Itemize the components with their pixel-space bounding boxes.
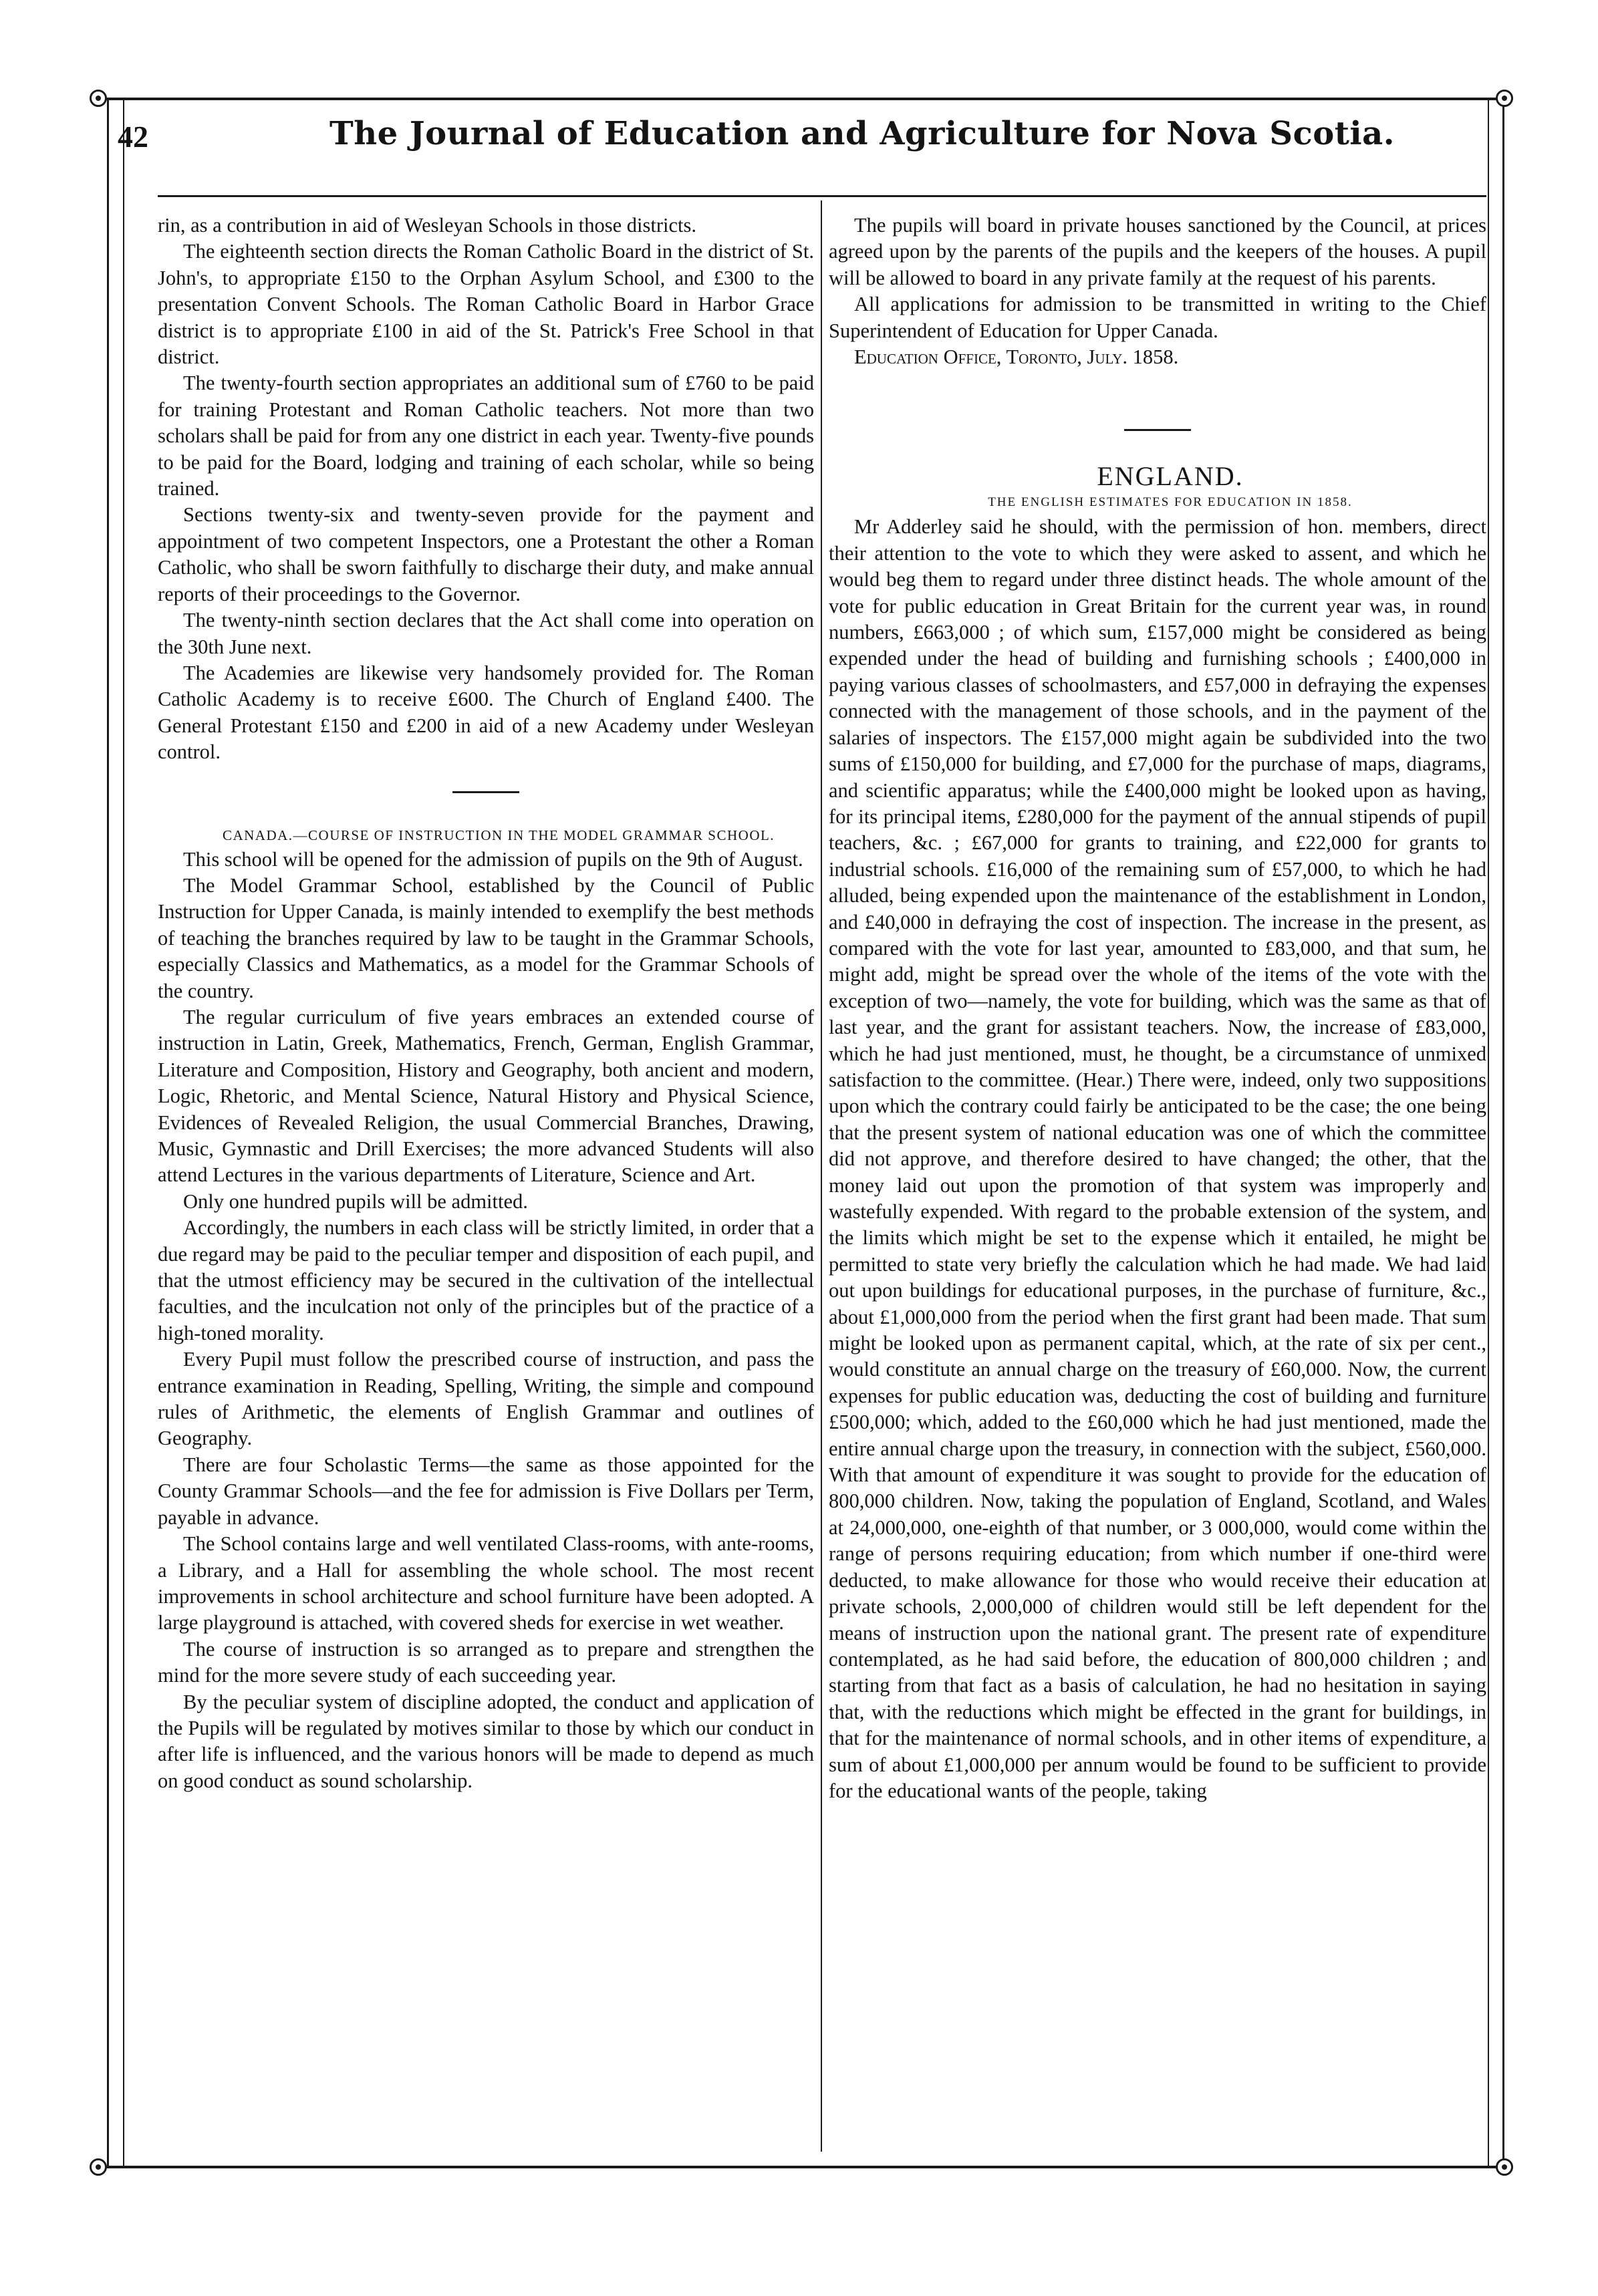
body-paragraph: The Model Grammar School, established by the Council of Public Instruction for Upper Canada, is mainly intended to exemplify the best methods of teaching the branches required by law to be taught in the Grammar Schools, especially Classics and Mathematics, as a model for the Grammar Schools of the country. [158, 873, 814, 1002]
corner-ornament-icon [90, 2158, 107, 2176]
running-head: The Journal of Education and Agriculture for Nova Scotia. [329, 115, 1395, 152]
body-paragraph: Accordingly, the numbers in each class will be strictly limited, in order that a due regard may be paid to the peculiar temper and disposition of each pupil, and that the utmost efficiency may be secured in the cultivation of the intellectual faculties, and the inculcation not only of the principles but of the practice of a high-toned morality. [158, 1216, 814, 1344]
section-separator [452, 791, 519, 793]
body-paragraph: Mr Adderley said he should, with the permission of hon. members, direct their attention to the vote to which they were asked to assent, and which he would beg them to regard under three distinct heads. The whole amount of the vote for public education in Great Britain for the current year was, in round numbers, £663,000 ; of which sum, £157,000 might be considered as being expended under the head of building and furnishing schools ; £400,000 in paying various classes of schoolmasters, and £57,000 in defraying the expenses connected with the management of those schools, and in the payment of the salaries of inspectors. The £157,000 might again be subdivided into the two sums of £150,000 for building, and £7,000 for the purchase of maps, diagrams, and scientific apparatus; while the £400,000 might be looked upon as having, for its principal items, £280,000 for the payment of the annual stipends of pupil teachers, &c. ; £67,000 for grants to training, and £22,000 for grants to industrial schools. £16,000 of the remaining sum of £57,000, to which he had alluded, being expended upon the maintenance of the establishment in London, and £40,000 in defraying the cost of inspection. The increase in the present, as compared with the vote for last year, amounted to £83,000, and that sum, he might add, might be spread over the whole of the items of the vote with the exception of two—namely, the vote for building, which was the same as that of last year, and the grant for assistant teachers. Now, the increase of £83,000, which he had just mentioned, must, he thought, be a circumstance of unmixed satisfaction to the committee. (Hear.) There were, indeed, only two suppositions upon which the contrary could fairly be anticipated to be the case; the one being that the present system of national education was one of which the committee did not approve, and therefore desired to have changed; the other, that the money laid out upon the promotion of that system was improperly and wastefully expended. With regard to the probable extension of the system, and the limits which might be set to the expense which it entailed, he might be permitted to state very briefly the calculation which he had made. We had laid out upon buildings for educational purposes, in the purchase of furniture, &c., about £1,000,000 from the period when the first grant had been made. That sum might be looked upon as permanent capital, which, at the rate of six per cent., would constitute an annual charge on the treasury of £60,000. Now, the current expenses for public education was, deducting the cost of building and furniture £500,000; which, added to the £60,000 which he had just mentioned, made the entire annual charge upon the treasury, in connection with the subject, £560,000. With that amount of expenditure it was sought to provide for the education of 800,000 children. Now, taking the population of England, Scotland, and Wales at 24,000,000, one-eighth of that number, or 3 000,000, would come within the range of persons requiring education; from which number if one-third were deducted, to make allowance for those who would receive their education at private schools, 2,000,000 of children would still be left dependent for the means of instruction upon the national grant. The present rate of expenditure contemplated, as he had said before, the education of 800,000 children ; and starting from that fact as a basis of calculation, he had no hesitation in saying that, with the reductions which might be effected in the grant for buildings, in that for the maintenance of normal schools, and in other items of expenditure, a sum of about £1,000,000 per annum would be found to be sufficient to provide for the educational wants of the people, taking [829, 515, 1486, 1802]
body-paragraph: The regular curriculum of five years embraces an extended course of instruction in Latin, Greek, Mathematics, French, German, English Grammar, Literature and Composition, History and Geography, both ancient and modern, Logic, Rhetoric, and Mental Science, Natural History and Physical Science, Evidences of Revealed Religion, the usual Commercial Branches, Drawing, Music, Gymnastic and Drill Exercises; the more advanced Students will also attend Lectures in the various departments of Literature, Science and Art. [158, 1005, 814, 1187]
body-paragraph: By the peculiar system of discipline adopted, the conduct and application of the Pupils will be regulated by motives similar to those by which our conduct in after life is influenced, and the various honors will be made to depend as much on good conduct as sound scholarship. [158, 1690, 814, 1792]
corner-ornament-icon [1496, 2158, 1513, 2176]
corner-ornament-icon [90, 90, 107, 107]
signature-line: Education Office, Toronto, July. 1858. [854, 345, 1179, 369]
corner-ornament-icon [1496, 90, 1513, 107]
body-paragraph: The School contains large and well ventilated Class-rooms, with ante-rooms, a Library, and a Hall for assembling the whole school. The most recent improvements in school architecture and school furniture have been adopted. A large playground is attached, with covered sheds for exercise in wet weather. [158, 1532, 814, 1634]
top-border-rule [96, 98, 1500, 100]
left-column [158, 212, 814, 1794]
column-divider-rule [821, 200, 822, 2152]
section-separator [1124, 429, 1191, 431]
body-paragraph: This school will be opened for the admission of pupils on the 9th of August. [183, 847, 803, 871]
body-paragraph: All applications for admission to be transmitted in writing to the Chief Superintendent of Education for Upper Canada. [829, 293, 1486, 342]
section-heading: CANADA.—COURSE OF INSTRUCTION IN THE MODEL GRAMMAR SCHOOL. [222, 827, 775, 843]
body-paragraph: The twenty-fourth section appropriates an additional sum of £760 to be paid for training Protestant and Roman Catholic teachers. Not more than two scholars shall be paid for from any one district in each year. Twenty-five pounds to be paid for the Board, lodging and training of each scholar, while so being trained. [158, 372, 814, 500]
body-paragraph: The course of instruction is so arranged as to prepare and strengthen the mind for the more severe study of each succeeding year. [158, 1637, 814, 1687]
body-paragraph: The Academies are likewise very handsomely provided for. The Roman Catholic Academy is to receive £600. The Church of England £400. The General Protestant £150 and £200 in aid of a new Academy under Wesleyan control. [158, 661, 814, 764]
page-number: 42 [118, 120, 148, 154]
bottom-border-rule [96, 2166, 1500, 2168]
right-column [829, 212, 1486, 1804]
body-paragraph: The twenty-ninth section declares that the Act shall come into operation on the 30th June next. [158, 609, 814, 658]
section-subtitle: THE ENGLISH ESTIMATES FOR EDUCATION IN 1858. [988, 495, 1353, 510]
body-paragraph: Every Pupil must follow the prescribed course of instruction, and pass the entrance examination in Reading, Spelling, Writing, the simple and compound rules of Arithmetic, the elements of English Grammar and outlines of Geography. [158, 1348, 814, 1450]
body-paragraph: rin, as a contribution in aid of Wesleyan Schools in those districts. [158, 214, 696, 237]
left-border-rule [107, 100, 109, 2166]
right-border-rule [1488, 100, 1489, 2166]
body-paragraph: Sections twenty-six and twenty-seven provide for the payment and appointment of two competent Inspectors, one a Protestant the other a Roman Catholic, who shall be sworn faithfully to discharge their duty, and make annual reports of their proceedings to the Governor. [158, 503, 814, 605]
body-paragraph: The pupils will board in private houses sanctioned by the Council, at prices agreed upon by the parents of the pupils and the keepers of the houses. A pupil will be allowed to board in any private family at the request of his parents. [829, 214, 1486, 289]
section-title: ENGLAND. [1097, 461, 1244, 492]
right-inner-border-rule [1502, 100, 1504, 2166]
left-inner-border-rule [123, 100, 124, 2166]
body-paragraph: The eighteenth section directs the Roman Catholic Board in the district of St. John's, to appropriate £150 to the Orphan Asylum School, and £300 to the presentation Convent Schools. The Roman Catholic Board in Harbor Grace district is to appropriate £100 in aid of the St. Patrick's Free School in that district. [158, 240, 814, 369]
body-paragraph: Only one hundred pupils will be admitted. [183, 1189, 528, 1213]
header-underline-rule [158, 195, 1486, 197]
body-paragraph: There are four Scholastic Terms—the same as those appointed for the County Grammar Schools—and the fee for admission is Five Dollars per Term, payable in advance. [158, 1453, 814, 1529]
